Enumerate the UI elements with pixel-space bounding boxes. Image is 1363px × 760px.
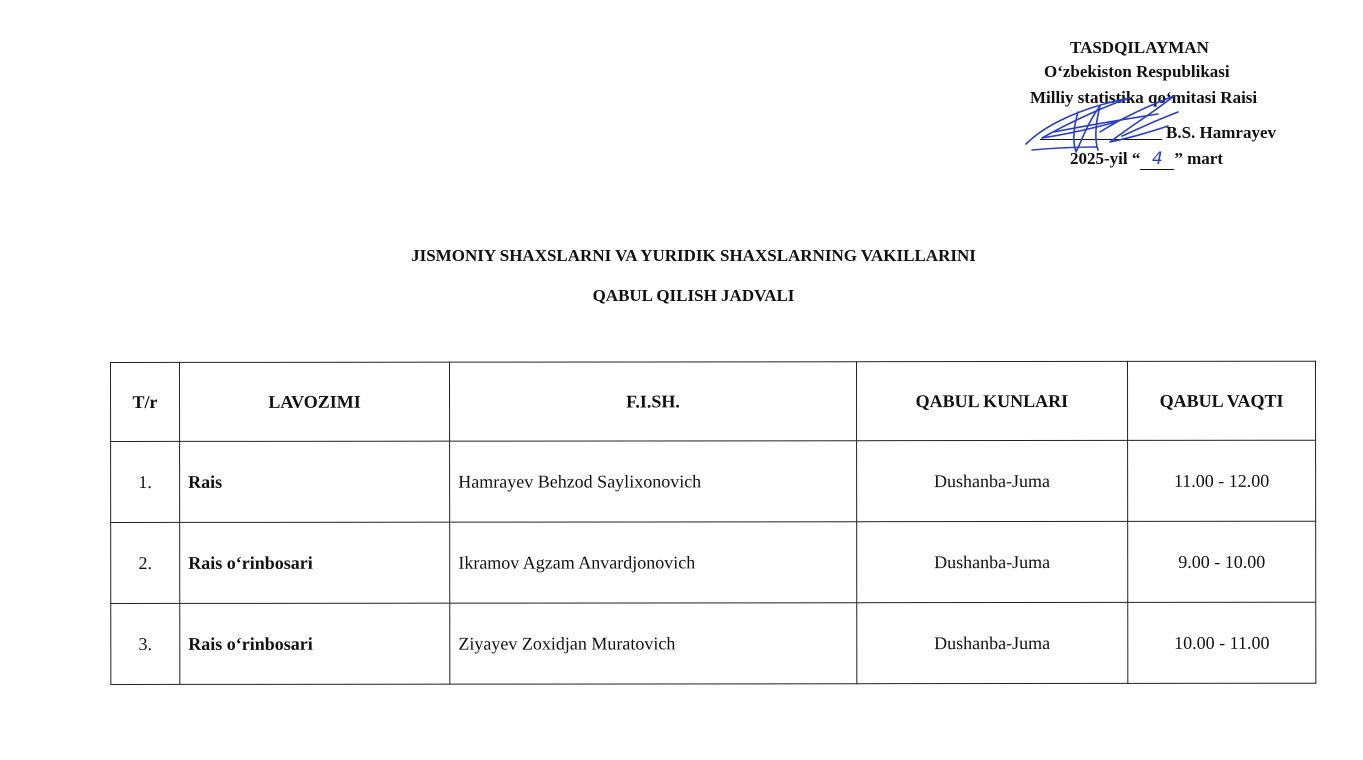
row-num: 3. (111, 603, 180, 684)
header-time: QABUL VAQTI (1127, 361, 1315, 440)
document-title-line2: QABUL QILISH JADVALI (592, 286, 795, 305)
header-name: F.I.SH. (450, 362, 857, 441)
document-title-line1: JISMONIY SHAXSLARNI VA YURIDIK SHAXSLARNING VAKILLARINI (411, 246, 976, 265)
row-days: Dushanba-Juma (857, 602, 1128, 683)
row-num: 1. (111, 441, 180, 522)
signature-image (1018, 92, 1188, 162)
approval-title: TASDQILAYMAN (1070, 38, 1209, 57)
row-days: Dushanba-Juma (856, 521, 1127, 602)
table-row (111, 440, 1316, 522)
row-name: Ikramov Agzam Anvardjonovich (450, 522, 857, 603)
row-num: 2. (111, 522, 180, 603)
header-days: QABUL KUNLARI (856, 361, 1127, 440)
header-num: T/r (111, 362, 180, 441)
reception-schedule-table (110, 361, 1316, 685)
signatory-name: B.S. Hamrayev (1166, 123, 1277, 142)
row-position: Rais o‘rinbosari (180, 603, 450, 684)
table-header-row (111, 361, 1316, 441)
row-name: Hamrayev Behzod Saylixonovich (450, 441, 857, 522)
date-suffix: ” mart (1174, 149, 1223, 168)
row-position: Rais o‘rinbosari (180, 522, 450, 603)
row-time: 10.00 - 11.00 (1128, 602, 1316, 683)
approval-org-line2: Milliy statistika qo‘mitasi Raisi (1030, 88, 1258, 107)
approval-org-line1: O‘zbekiston Respublikasi (1044, 62, 1230, 81)
table-row (111, 521, 1316, 603)
table-row (111, 602, 1316, 684)
row-days: Dushanba-Juma (856, 440, 1127, 521)
row-time: 11.00 - 12.00 (1128, 440, 1316, 521)
header-position: LAVOZIMI (179, 362, 449, 441)
row-name: Ziyayev Zoxidjan Muratovich (450, 603, 857, 684)
row-time: 9.00 - 10.00 (1128, 521, 1316, 602)
row-position: Rais (180, 441, 450, 522)
date-prefix: 2025-yil “ (1070, 149, 1141, 168)
date-day: 4 (1140, 149, 1174, 170)
